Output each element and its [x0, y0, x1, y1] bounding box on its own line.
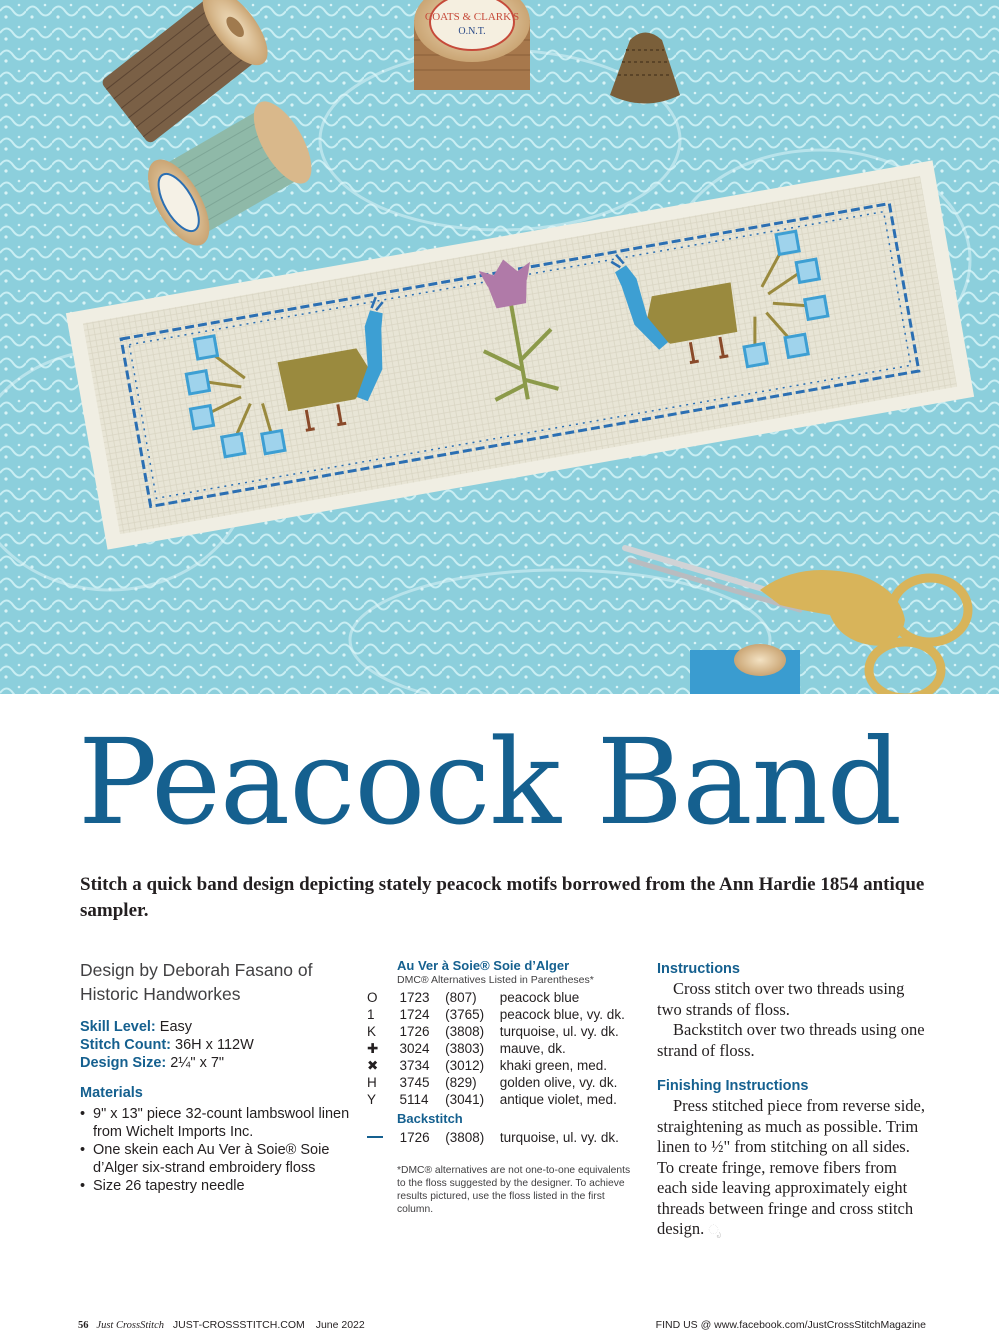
table-row: 1726 (3808) turquoise, ul. vy. dk. [364, 1129, 636, 1146]
backstitch-heading: Backstitch [397, 1111, 463, 1126]
list-item: • 9" x 13" piece 32-count lambswool linen from Wichelt Imports Inc. [80, 1106, 350, 1140]
page-footer [78, 1318, 938, 1333]
website-link[interactable]: JUST-CROSSSTITCH.COM [172, 1319, 305, 1331]
stitch-symbol: ✚ [367, 1041, 379, 1056]
stitch-symbol: O [367, 990, 378, 1005]
backstitch-table [364, 1129, 636, 1146]
spool-coats [414, 0, 530, 90]
stitch-symbol: Y [367, 1092, 377, 1107]
stitch-symbol: ✖ [367, 1058, 379, 1073]
table-row: K 1726 (3808) turquoise, ul. vy. dk. [364, 1023, 636, 1040]
list-item: • One skein each Au Ver à Soie® Soie d’Alger six-strand embroidery floss [80, 1142, 330, 1176]
table-row: ✚ 3024 (3803) mauve, dk. [364, 1040, 636, 1057]
list-item: • Size 26 tapestry needle [80, 1178, 245, 1194]
table-row: Y 5114 (3041) antique violet, med. [364, 1091, 636, 1108]
design-info-column [80, 958, 350, 1195]
finishing-paragraph: Press stitched piece from reverse side, straightening as much as possible. Trim linen to ½" from stitching on all sides. To create fringe, remove fibers from each side leaving approximately eight threads between fringe and cross stitch design. ೃ [657, 1096, 925, 1238]
stitch-symbol: 1 [367, 1007, 375, 1022]
floss-key-column [364, 958, 636, 1216]
spool-blue [690, 644, 800, 694]
spool-label-ont: O.N.T. [458, 26, 486, 37]
page-number: 56 [78, 1320, 89, 1331]
dmc-note: DMC® Alternatives Listed in Parentheses* [397, 974, 594, 986]
stitch-symbol: K [367, 1024, 377, 1039]
floss-key-table [364, 989, 636, 1108]
design-size: Design Size: 2¼" x 7" [80, 1055, 225, 1071]
spool-label-brand: COATS & CLARK'S [424, 11, 520, 23]
skill-level: Skill Level: Easy [80, 1019, 193, 1035]
instructions-paragraph: Cross stitch over two threads using two strands of floss. [657, 979, 905, 1019]
table-row: ✖ 3734 (3012) khaki green, med. [364, 1057, 636, 1074]
instructions-column [657, 960, 927, 1241]
instructions-paragraph: Backstitch over two threads using one strand of floss. [657, 1020, 925, 1060]
dmc-footnote: *DMC® alternatives are not one-to-one equivalents to the floss suggested by the designer. To achieve results pictured, use the floss listed in the first column. [397, 1165, 631, 1215]
stitch-count: Stitch Count: 36H x 112W [80, 1037, 254, 1053]
table-row: 1 1724 (3765) peacock blue, vy. dk. [364, 1006, 636, 1023]
finishing-heading: Finishing Instructions [657, 1078, 809, 1094]
facebook-link[interactable]: FIND US @ www.facebook.com/JustCrossStitchMagazine [655, 1319, 926, 1331]
instructions-heading: Instructions [657, 961, 740, 977]
backstitch-line-icon [367, 1136, 383, 1138]
materials-list [80, 1105, 350, 1195]
materials-heading: Materials [80, 1085, 143, 1101]
floss-key-heading: Au Ver à Soie® Soie d’Alger [397, 958, 570, 973]
stitch-symbol: H [367, 1075, 377, 1090]
intro-lede: Stitch a quick band design depicting stately peacock motifs borrowed from the Ann Hardie 1854 antique sampler. [80, 874, 925, 921]
magazine-name: Just CrossStitch [96, 1320, 164, 1331]
issue-date: June 2022 [315, 1319, 365, 1331]
end-mark-icon: ೃ [708, 1222, 721, 1237]
page-title: Peacock Band [78, 713, 902, 851]
table-row: H 3745 (829) golden olive, vy. dk. [364, 1074, 636, 1091]
designer-credit: Design by Deborah Fasano of Historic Handworkes [80, 960, 313, 1004]
table-row: O 1723 (807) peacock blue [364, 989, 636, 1006]
